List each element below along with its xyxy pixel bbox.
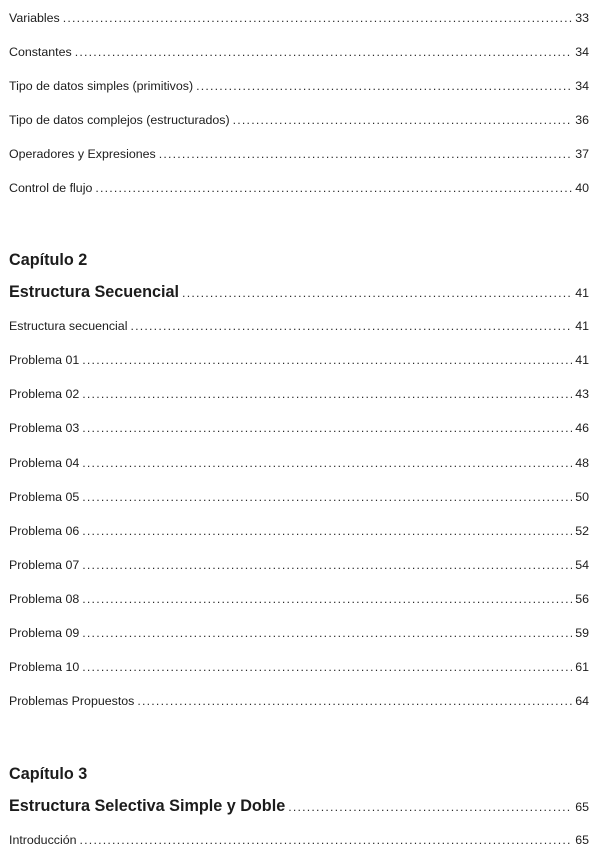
- dot-leader: [288, 797, 572, 817]
- chapter-heading: Capítulo 3: [9, 765, 88, 783]
- toc-entry-tipo-datos-complejos: [9, 112, 589, 128]
- dot-leader: [82, 625, 572, 641]
- toc-entry-page: 34: [575, 79, 589, 93]
- toc-entry: [9, 557, 589, 573]
- toc-entry-label: Problemas Propuestos: [9, 694, 135, 708]
- toc-entry: [9, 489, 589, 505]
- toc-entry-label: Problema 03: [9, 421, 80, 435]
- toc-entry-label: Problema 04: [9, 456, 80, 470]
- toc-entry: [9, 386, 589, 402]
- dot-leader: [233, 112, 573, 128]
- toc-entry: [9, 352, 589, 368]
- toc-entry-tipo-datos-simples: [9, 78, 589, 94]
- toc-entry-label: Tipo de datos complejos (estructurados): [9, 113, 230, 127]
- dot-leader: [82, 659, 572, 675]
- toc-entry-page: 50: [575, 490, 589, 504]
- toc-entry-variables: [9, 10, 589, 26]
- toc-entry-page: 46: [575, 421, 589, 435]
- chapter-title-entry: [9, 282, 589, 303]
- dot-leader: [82, 386, 572, 402]
- toc-entry-operadores: [9, 146, 589, 162]
- toc-entry-page: 59: [575, 626, 589, 640]
- toc-entry-page: 52: [575, 524, 589, 538]
- toc-entry-label: Introducción: [9, 833, 77, 847]
- dot-leader: [137, 693, 572, 709]
- toc-entry-page: 56: [575, 592, 589, 606]
- toc-entry: [9, 693, 589, 709]
- dot-leader: [82, 455, 572, 471]
- toc-entry-label: Variables: [9, 11, 60, 25]
- toc-entry-page: 40: [575, 181, 589, 195]
- toc-entry-label: Problema 10: [9, 660, 80, 674]
- toc-entry-label: Control de flujo: [9, 181, 93, 195]
- toc-entry-label: Problema 02: [9, 387, 80, 401]
- dot-leader: [159, 146, 573, 162]
- toc-entry: [9, 318, 589, 334]
- dot-leader: [75, 44, 573, 60]
- toc-entry-page: 36: [575, 113, 589, 127]
- toc-entry-page: 41: [575, 353, 589, 367]
- toc-entry-label: Problema 08: [9, 592, 80, 606]
- toc-entry-label: Operadores y Expresiones: [9, 147, 156, 161]
- dot-leader: [80, 832, 573, 848]
- dot-leader: [82, 352, 572, 368]
- toc-entry: [9, 523, 589, 539]
- dot-leader: [82, 523, 572, 539]
- toc-entry-label: Problema 06: [9, 524, 80, 538]
- toc-entry: [9, 659, 589, 675]
- chapter-heading: Capítulo 2: [9, 251, 88, 269]
- toc-entry-page: 41: [575, 319, 589, 333]
- dot-leader: [130, 318, 572, 334]
- chapter-title-entry: [9, 796, 589, 817]
- dot-leader: [82, 591, 572, 607]
- dot-leader: [182, 283, 572, 303]
- toc-entry-page: 43: [575, 387, 589, 401]
- toc-entry-page: 48: [575, 456, 589, 470]
- toc-entry-page: 61: [575, 660, 589, 674]
- toc-entry-page: 54: [575, 558, 589, 572]
- dot-leader: [82, 489, 572, 505]
- toc-entry-label: Problema 01: [9, 353, 80, 367]
- dot-leader: [63, 10, 572, 26]
- dot-leader: [196, 78, 572, 94]
- chapter-title-label: Estructura Secuencial: [9, 283, 180, 301]
- toc-entry: [9, 832, 589, 848]
- chapter-title-label: Estructura Selectiva Simple y Doble: [9, 797, 286, 815]
- toc-entry: [9, 420, 589, 436]
- toc-entry: [9, 455, 589, 471]
- toc-entry-page: 65: [575, 833, 589, 847]
- toc-entry-page: 37: [575, 147, 589, 161]
- toc-entry-label: Problema 05: [9, 490, 80, 504]
- toc-entry-label: Problema 09: [9, 626, 80, 640]
- dot-leader: [95, 180, 572, 196]
- toc-entry-label: Tipo de datos simples (primitivos): [9, 79, 194, 93]
- toc-entry-page: 33: [575, 11, 589, 25]
- toc-entry-label: Estructura secuencial: [9, 319, 128, 333]
- dot-leader: [82, 557, 572, 573]
- toc-entry-page: 34: [575, 45, 589, 59]
- dot-leader: [82, 420, 572, 436]
- toc-entry-label: Problema 07: [9, 558, 80, 572]
- toc-entry: [9, 591, 589, 607]
- toc-entry-control-flujo: [9, 180, 589, 196]
- toc-entry-page: 41: [575, 286, 589, 300]
- toc-entry-constantes: [9, 44, 589, 60]
- toc-entry: [9, 625, 589, 641]
- toc-entry-page: 65: [575, 800, 589, 814]
- toc-entry-label: Constantes: [9, 45, 72, 59]
- toc-entry-page: 64: [575, 694, 589, 708]
